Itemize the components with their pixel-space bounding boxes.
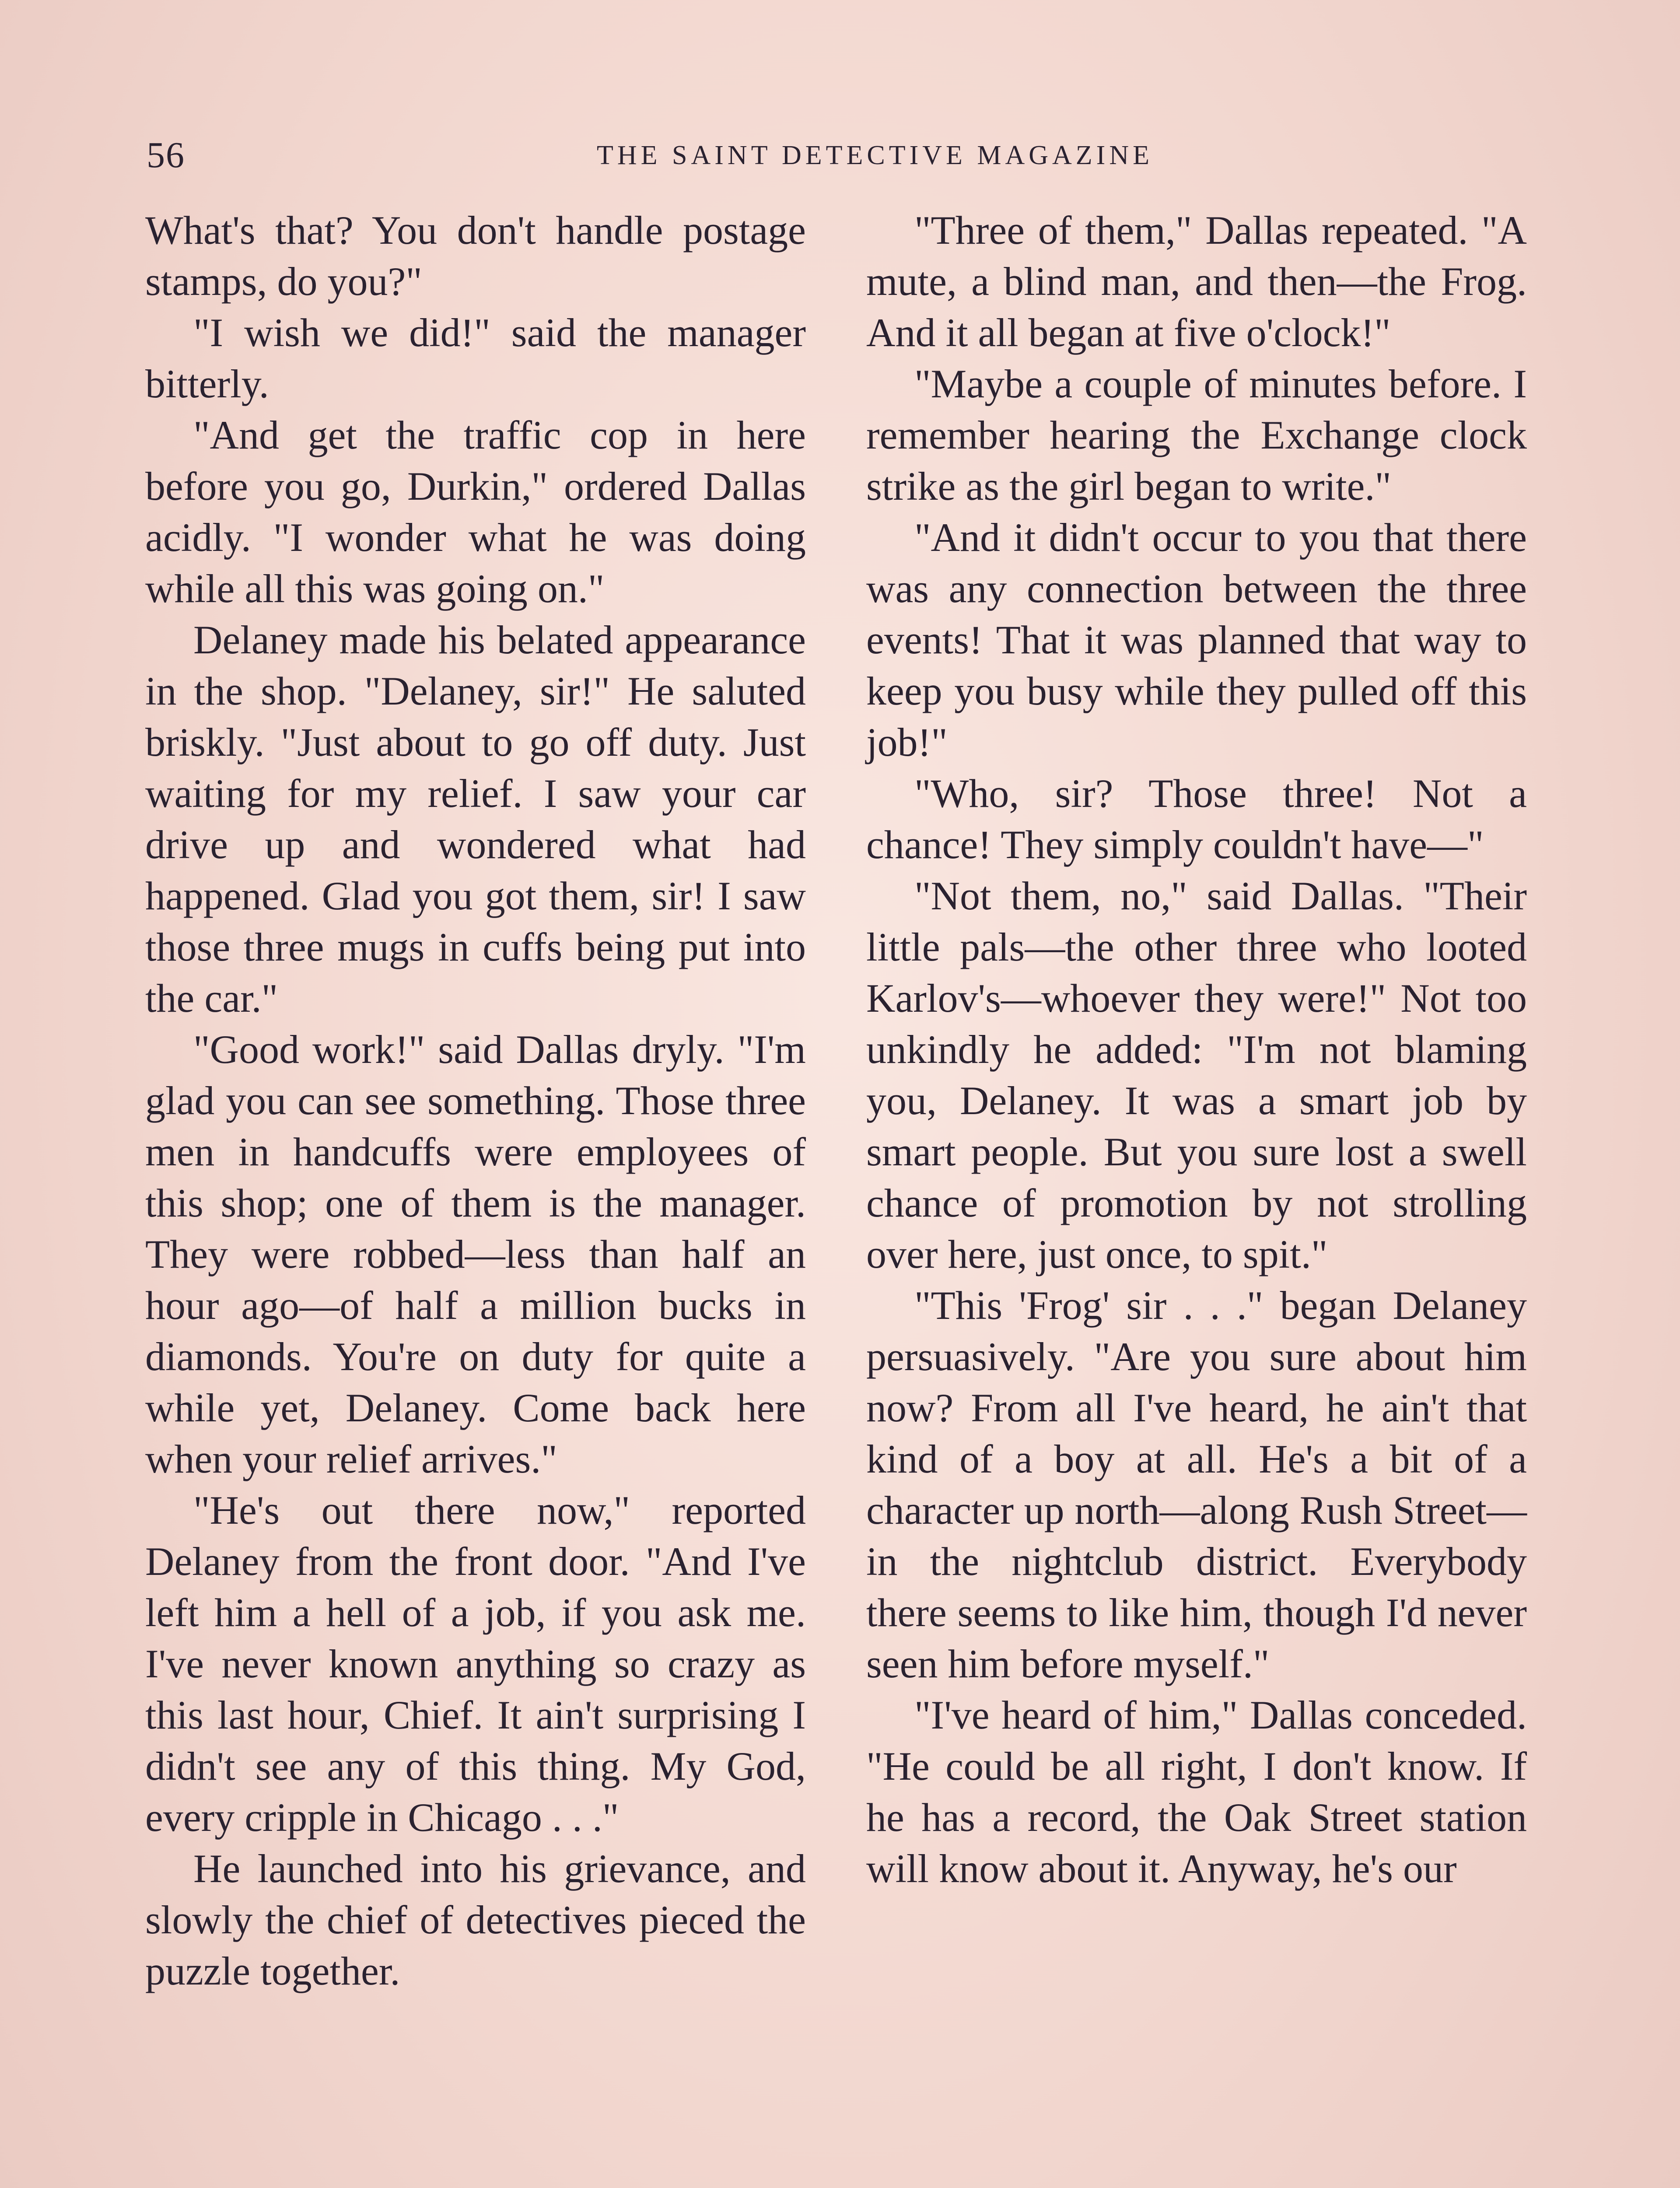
paragraph: "I've heard of him," Dallas conceded. "He could be all right, I don't know. If he has a record, the Oak Street station will know about it. Anyway, he's our (866, 1693, 1527, 1891)
paragraph: Delaney made his belated appearance in the shop. "Delaney, sir!" He saluted briskly. "Just about to go off duty. Just waiting for my relief. I saw your car drive up and wondered what had happened. Glad you got them, sir! I saw those three mugs in cuffs being put into the car." (145, 617, 806, 1020)
paragraph: "And get the traffic cop in here before you go, Durkin," ordered Dallas acidly. "I wonder what he was doing while all this was going on." (145, 413, 806, 611)
right-column (866, 205, 1527, 1894)
paragraph: "I wish we did!" said the manager bitterly. (145, 310, 806, 406)
paragraph: "Who, sir? Those three! Not a chance! They simply couldn't have—" (866, 771, 1527, 867)
page-header (147, 131, 1533, 179)
paragraph: "This 'Frog' sir . . ." began Delaney persuasively. "Are you sure about him now? From all I've heard, he ain't that kind of a boy at all. He's a bit of a character up north—along Rush Street—in the nightclub district. Everybody there seems to like him, though I'd never seen him before myself." (866, 1283, 1527, 1686)
page-number: 56 (147, 135, 185, 175)
paragraph: He launched into his grievance, and slowly the chief of detectives pieced the puzzle together. (145, 1846, 806, 1993)
paragraph: "Maybe a couple of minutes before. I remember hearing the Exchange clock strike as the girl began to write." (866, 361, 1527, 508)
running-title: THE SAINT DETECTIVE MAGAZINE (597, 140, 1153, 170)
paragraph: "Not them, no," said Dallas. "Their little pals—the other three who looted Karlov's—whoever they were!" Not too unkindly he added: "I'm not blaming you, Delaney. It was a smart job by smart people. But you sure lost a swell chance of promotion by not strolling over here, just once, to spit." (866, 873, 1527, 1276)
paragraph: "He's out there now," reported Delaney from the front door. "And I've left him a hell of a job, if you ask me. I've never known anything so crazy as this last hour, Chief. It ain't surprising I didn't see any of this thing. My God, every cripple in Chicago . . ." (145, 1488, 806, 1840)
paragraph: What's that? You don't handle postage stamps, do you?" (145, 208, 806, 304)
paragraph: "Good work!" said Dallas dryly. "I'm glad you can see something. Those three men in handcuffs were employees of this shop; one of them is the manager. They were robbed—less than half an hour ago—of half a million bucks in diamonds. You're on duty for quite a while yet, Delaney. Come back here when your relief arrives." (145, 1027, 806, 1481)
left-column (145, 205, 806, 1997)
paragraph: "Three of them," Dallas repeated. "A mute, a blind man, and then—the Frog. And it all began at five o'clock!" (866, 208, 1527, 355)
paragraph: "And it didn't occur to you that there was any connection between the three events! That it was planned that way to keep you busy while they pulled off this job!" (866, 515, 1527, 764)
